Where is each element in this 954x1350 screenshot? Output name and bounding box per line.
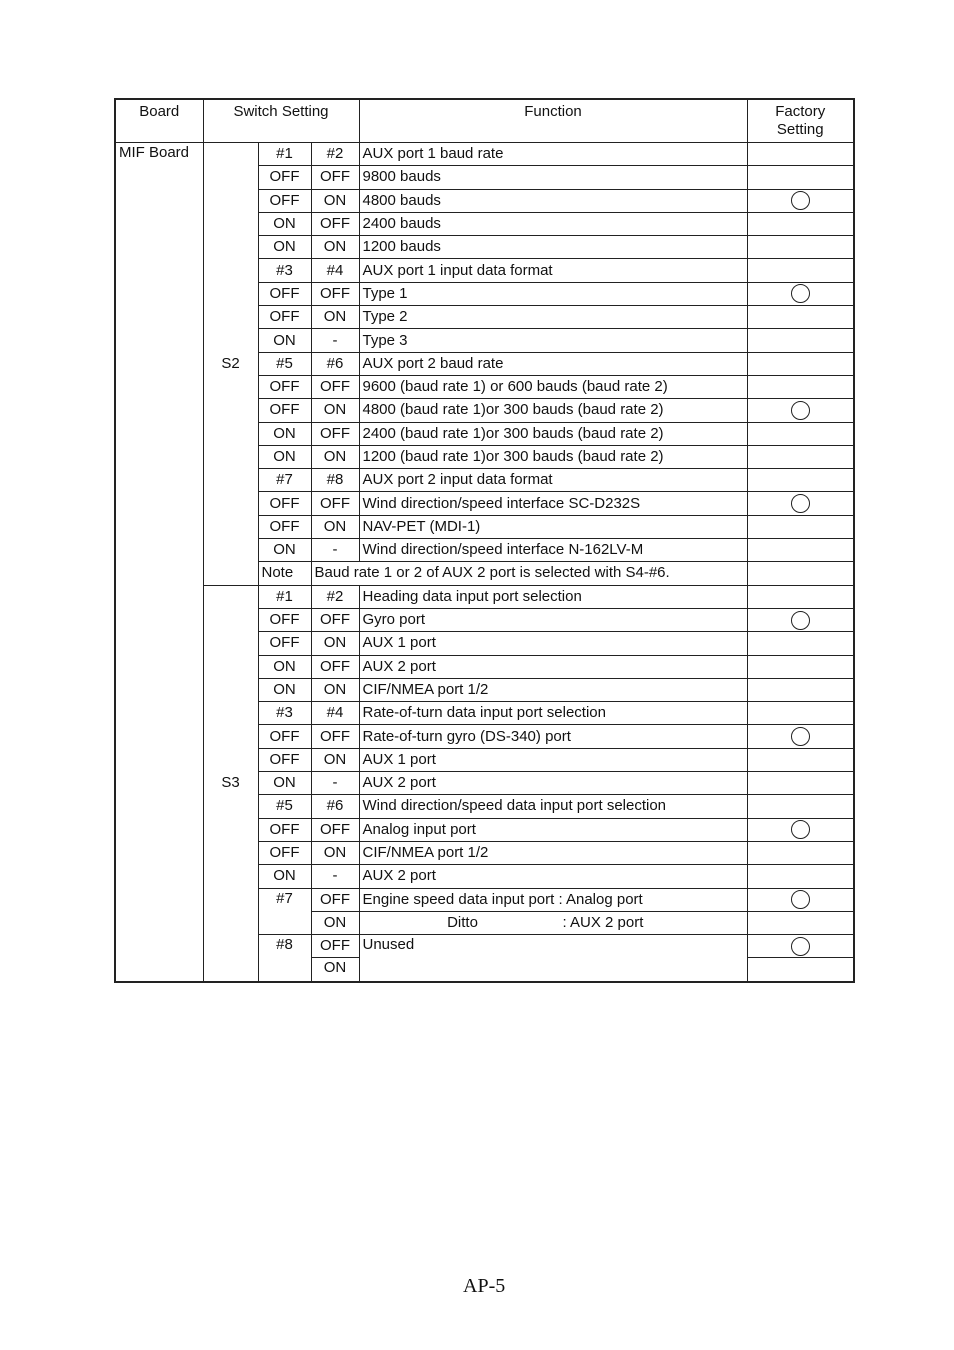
factory-cell [747, 818, 854, 841]
factory-cell [747, 306, 854, 329]
factory-cell [747, 469, 854, 492]
factory-cell [747, 375, 854, 398]
factory-default-circle-icon [791, 727, 810, 746]
factory-cell [747, 422, 854, 445]
switch-a-cell: ON [258, 445, 311, 468]
function-cell: Rate-of-turn data input port selection [359, 702, 747, 725]
function-cell: Wind direction/speed interface N-162LV-M [359, 539, 747, 562]
function-cell: Heading data input port selection [359, 585, 747, 608]
function-cell: Rate-of-turn gyro (DS-340) port [359, 725, 747, 748]
switch-a-cell: OFF [258, 608, 311, 631]
switch-b-cell: ON [311, 958, 359, 982]
switch-b-cell: - [311, 329, 359, 352]
function-cell: AUX 2 port [359, 655, 747, 678]
switch-b-cell: ON [311, 515, 359, 538]
switch-b-cell: - [311, 539, 359, 562]
factory-default-circle-icon [791, 401, 810, 420]
factory-setting-header [747, 99, 854, 143]
switch-b-cell: OFF [311, 725, 359, 748]
switch-b-cell: ON [311, 399, 359, 422]
switch-a-cell: #5 [258, 352, 311, 375]
function-cell: 9800 bauds [359, 166, 747, 189]
factory-cell [747, 445, 854, 468]
factory-cell [747, 562, 854, 585]
factory-cell [747, 772, 854, 795]
factory-cell [747, 702, 854, 725]
function-cell: AUX 2 port [359, 772, 747, 795]
switch-a-cell: #3 [258, 259, 311, 282]
factory-cell [747, 841, 854, 864]
table-header-row [115, 99, 854, 143]
board-header: Board [115, 99, 203, 143]
factory-default-circle-icon [791, 284, 810, 303]
switch-a-cell: ON [258, 655, 311, 678]
table-row [115, 143, 854, 166]
page-number: AP-5 [463, 1275, 506, 1297]
factory-default-circle-icon [791, 890, 810, 909]
switch-a-cell: OFF [258, 282, 311, 305]
factory-cell [747, 632, 854, 655]
switch-s2-label: S2 [203, 143, 258, 586]
function-cell: AUX port 2 baud rate [359, 352, 747, 375]
factory-default-circle-icon [791, 937, 810, 956]
switch-a-cell: #1 [258, 585, 311, 608]
factory-cell [747, 329, 854, 352]
factory-cell [747, 212, 854, 235]
function-cell: Type 3 [359, 329, 747, 352]
switch-b-cell: OFF [311, 375, 359, 398]
function-cell: Wind direction/speed interface SC-D232S [359, 492, 747, 515]
switch-b-cell: ON [311, 236, 359, 259]
switch-b-cell: - [311, 865, 359, 888]
switch-setting-table [114, 98, 855, 983]
factory-cell [747, 748, 854, 771]
switch-b-cell: #2 [311, 143, 359, 166]
factory-cell [747, 399, 854, 422]
switch-b-cell: #4 [311, 259, 359, 282]
switch-b-cell: #2 [311, 585, 359, 608]
switch-b-cell: ON [311, 445, 359, 468]
ditto-text: Ditto [447, 913, 478, 931]
switch-a-cell: OFF [258, 818, 311, 841]
factory-cell [747, 958, 854, 982]
switch-a-cell: #7 [258, 469, 311, 492]
factory-cell [747, 678, 854, 701]
switch-b-cell: OFF [311, 212, 359, 235]
switch-a-cell: OFF [258, 375, 311, 398]
factory-default-circle-icon [791, 494, 810, 513]
switch-a-cell: #1 [258, 143, 311, 166]
function-cell: CIF/NMEA port 1/2 [359, 678, 747, 701]
function-cell: AUX port 1 input data format [359, 259, 747, 282]
factory-cell [747, 189, 854, 212]
factory-cell [747, 935, 854, 958]
switch-a-cell: OFF [258, 841, 311, 864]
switch-a-cell: OFF [258, 725, 311, 748]
switch-a-cell: ON [258, 422, 311, 445]
factory-cell [747, 795, 854, 818]
function-cell: 4800 bauds [359, 189, 747, 212]
factory-header-line1: Factory [775, 103, 826, 120]
switch-a-cell: ON [258, 772, 311, 795]
factory-cell [747, 865, 854, 888]
function-cell: AUX 1 port [359, 748, 747, 771]
factory-cell [747, 259, 854, 282]
switch-b-cell: OFF [311, 935, 359, 958]
switch-a-cell: OFF [258, 632, 311, 655]
switch-a-cell: ON [258, 212, 311, 235]
factory-header-line2: Setting [776, 121, 824, 138]
switch-b-cell: #6 [311, 795, 359, 818]
switch-b-cell: ON [311, 632, 359, 655]
function-cell: 9600 (baud rate 1) or 600 bauds (baud rate 2) [359, 375, 747, 398]
function-cell: 2400 bauds [359, 212, 747, 235]
factory-cell [747, 492, 854, 515]
factory-cell [747, 282, 854, 305]
switch-a-cell: ON [258, 329, 311, 352]
function-cell: AUX port 2 input data format [359, 469, 747, 492]
switch-a-cell: OFF [258, 189, 311, 212]
table-row [115, 585, 854, 608]
switch-7-label: #7 [258, 888, 311, 935]
switch-b-cell: OFF [311, 608, 359, 631]
factory-cell [747, 515, 854, 538]
function-cell: AUX port 1 baud rate [359, 143, 747, 166]
switch-b-cell: OFF [311, 282, 359, 305]
switch-b-cell: OFF [311, 166, 359, 189]
factory-cell [747, 608, 854, 631]
function-cell: 4800 (baud rate 1)or 300 bauds (baud rate 2) [359, 399, 747, 422]
switch-a-cell: OFF [258, 748, 311, 771]
function-cell: 2400 (baud rate 1)or 300 bauds (baud rate 2) [359, 422, 747, 445]
switch-b-cell: ON [311, 748, 359, 771]
switch-a-cell: OFF [258, 515, 311, 538]
switch-a-cell: ON [258, 539, 311, 562]
switch-b-cell: ON [311, 911, 359, 934]
factory-cell [747, 725, 854, 748]
function-cell: Gyro port [359, 608, 747, 631]
function-cell: NAV-PET (MDI-1) [359, 515, 747, 538]
switch-b-cell: OFF [311, 655, 359, 678]
switch-8-label: #8 [258, 935, 311, 982]
factory-cell [747, 166, 854, 189]
function-cell: Type 1 [359, 282, 747, 305]
switch-b-cell: ON [311, 841, 359, 864]
switch-a-cell: OFF [258, 492, 311, 515]
switch-s3-label: S3 [203, 585, 258, 982]
switch-a-cell: ON [258, 678, 311, 701]
factory-cell [747, 911, 854, 934]
factory-cell [747, 352, 854, 375]
function-cell: AUX 2 port [359, 865, 747, 888]
function-cell: Engine speed data input port : Analog port [359, 888, 747, 911]
note-label: Note [258, 562, 311, 585]
switch-a-cell: OFF [258, 399, 311, 422]
factory-cell [747, 888, 854, 911]
factory-default-circle-icon [791, 611, 810, 630]
note-text: Baud rate 1 or 2 of AUX 2 port is selected with S4-#6. [311, 562, 747, 585]
switch-setting-header: Switch Setting [203, 99, 359, 143]
function-cell: AUX 1 port [359, 632, 747, 655]
function-cell: Wind direction/speed data input port selection [359, 795, 747, 818]
function-cell: Type 2 [359, 306, 747, 329]
switch-a-cell: OFF [258, 306, 311, 329]
switch-a-cell: OFF [258, 166, 311, 189]
switch-a-cell: ON [258, 865, 311, 888]
switch-b-cell: ON [311, 189, 359, 212]
switch-b-cell: #8 [311, 469, 359, 492]
switch-b-cell: OFF [311, 818, 359, 841]
function-cell: 1200 bauds [359, 236, 747, 259]
function-cell-ditto [359, 911, 747, 934]
function-cell: 1200 (baud rate 1)or 300 bauds (baud rate 2) [359, 445, 747, 468]
switch-b-cell: ON [311, 306, 359, 329]
switch-b-cell: #4 [311, 702, 359, 725]
switch-b-cell: OFF [311, 422, 359, 445]
factory-cell [747, 143, 854, 166]
switch-a-cell: ON [258, 236, 311, 259]
function-cell: CIF/NMEA port 1/2 [359, 841, 747, 864]
switch-a-cell: #5 [258, 795, 311, 818]
factory-default-circle-icon [791, 191, 810, 210]
factory-cell [747, 236, 854, 259]
table-body [115, 143, 854, 982]
function-cell: Analog input port [359, 818, 747, 841]
factory-default-circle-icon [791, 820, 810, 839]
switch-b-cell: OFF [311, 492, 359, 515]
switch-b-cell: ON [311, 678, 359, 701]
factory-cell [747, 585, 854, 608]
switch-a-cell: #3 [258, 702, 311, 725]
switch-b-cell: - [311, 772, 359, 795]
factory-cell [747, 655, 854, 678]
ditto-suffix: : AUX 2 port [562, 913, 644, 931]
switch-b-cell: OFF [311, 888, 359, 911]
board-name: MIF Board [115, 143, 203, 982]
function-header: Function [359, 99, 747, 143]
factory-cell [747, 539, 854, 562]
switch-b-cell: #6 [311, 352, 359, 375]
function-cell: Unused [359, 935, 747, 982]
